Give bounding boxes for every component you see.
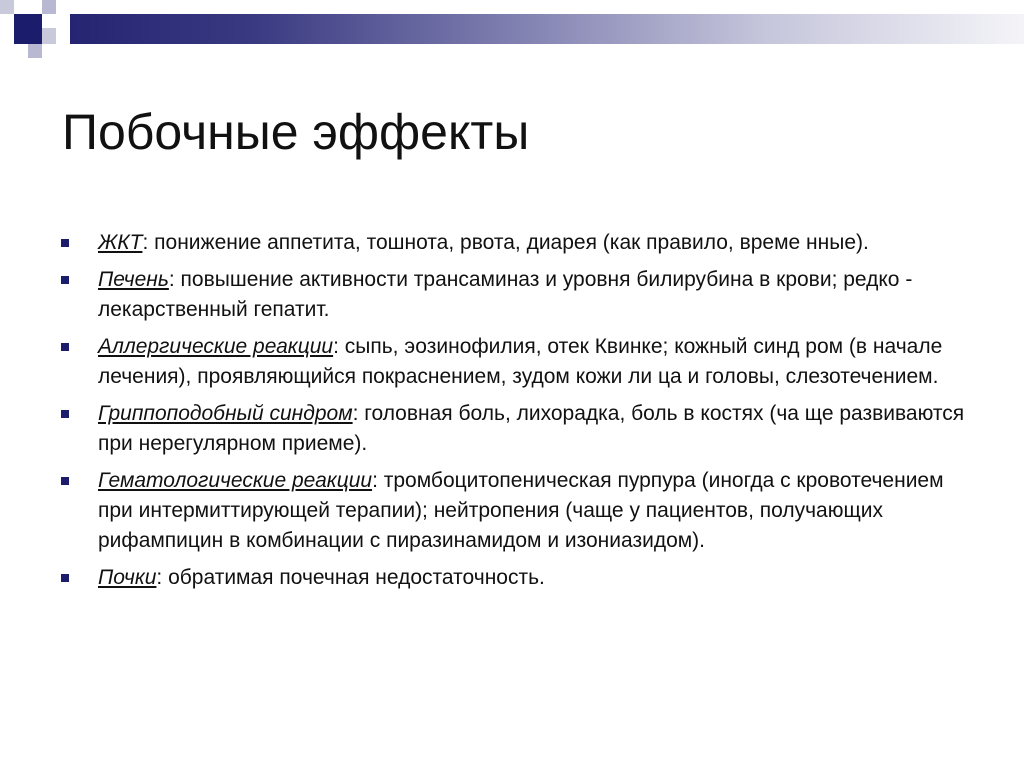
list-item [60,563,975,593]
list-item-text: : тромбоцитопеническая пурпура (иногда с кровотечением при интермиттирующей терапии); нейтропения (чаще у пациентов, получающих рифампицин в комбинации с пиразинамидом и изониазидом). [98,469,944,552]
square-bullet-icon [61,477,69,485]
list-item [60,399,975,459]
list-item [60,466,975,556]
list-item [60,265,975,325]
list-item-text: : понижение аппетита, тошнота, рвота, диарея (как правило, време нные). [142,231,869,254]
list-item-text: : повышение активности трансаминаз и уровня билирубина в крови; редко - лекарственный гепатит. [98,268,913,321]
list-item-term: Почки [98,566,157,589]
list-item-term: Аллергические реакции [98,335,334,358]
square-bullet-icon [61,276,69,284]
list-item-text: : обратимая почечная недостаточность. [156,566,545,589]
list-item-term: Гематологические реакции [98,469,373,492]
header-gradient-band [0,14,1024,44]
bullet-list [60,228,975,600]
list-item [60,228,975,258]
list-item-term: Печень [98,268,169,291]
list-item-text: : сыпь, эозинофилия, отек Квинке; кожный синд ром (в начале лечения), проявляющийся покраснением, зудом кожи ли ца и головы, слезотечением. [98,335,943,388]
slide-title: Побочные эффекты [62,104,530,160]
list-item [60,332,975,392]
list-item-term: ЖКТ [98,231,143,254]
list-item-term: Гриппоподобный синдром [98,402,353,425]
square-bullet-icon [61,343,69,351]
square-bullet-icon [61,239,69,247]
list-item-text: : головная боль, лихорадка, боль в костях (ча ще развиваются при нерегулярном приеме). [98,402,965,455]
square-bullet-icon [61,410,69,418]
square-bullet-icon [61,574,69,582]
